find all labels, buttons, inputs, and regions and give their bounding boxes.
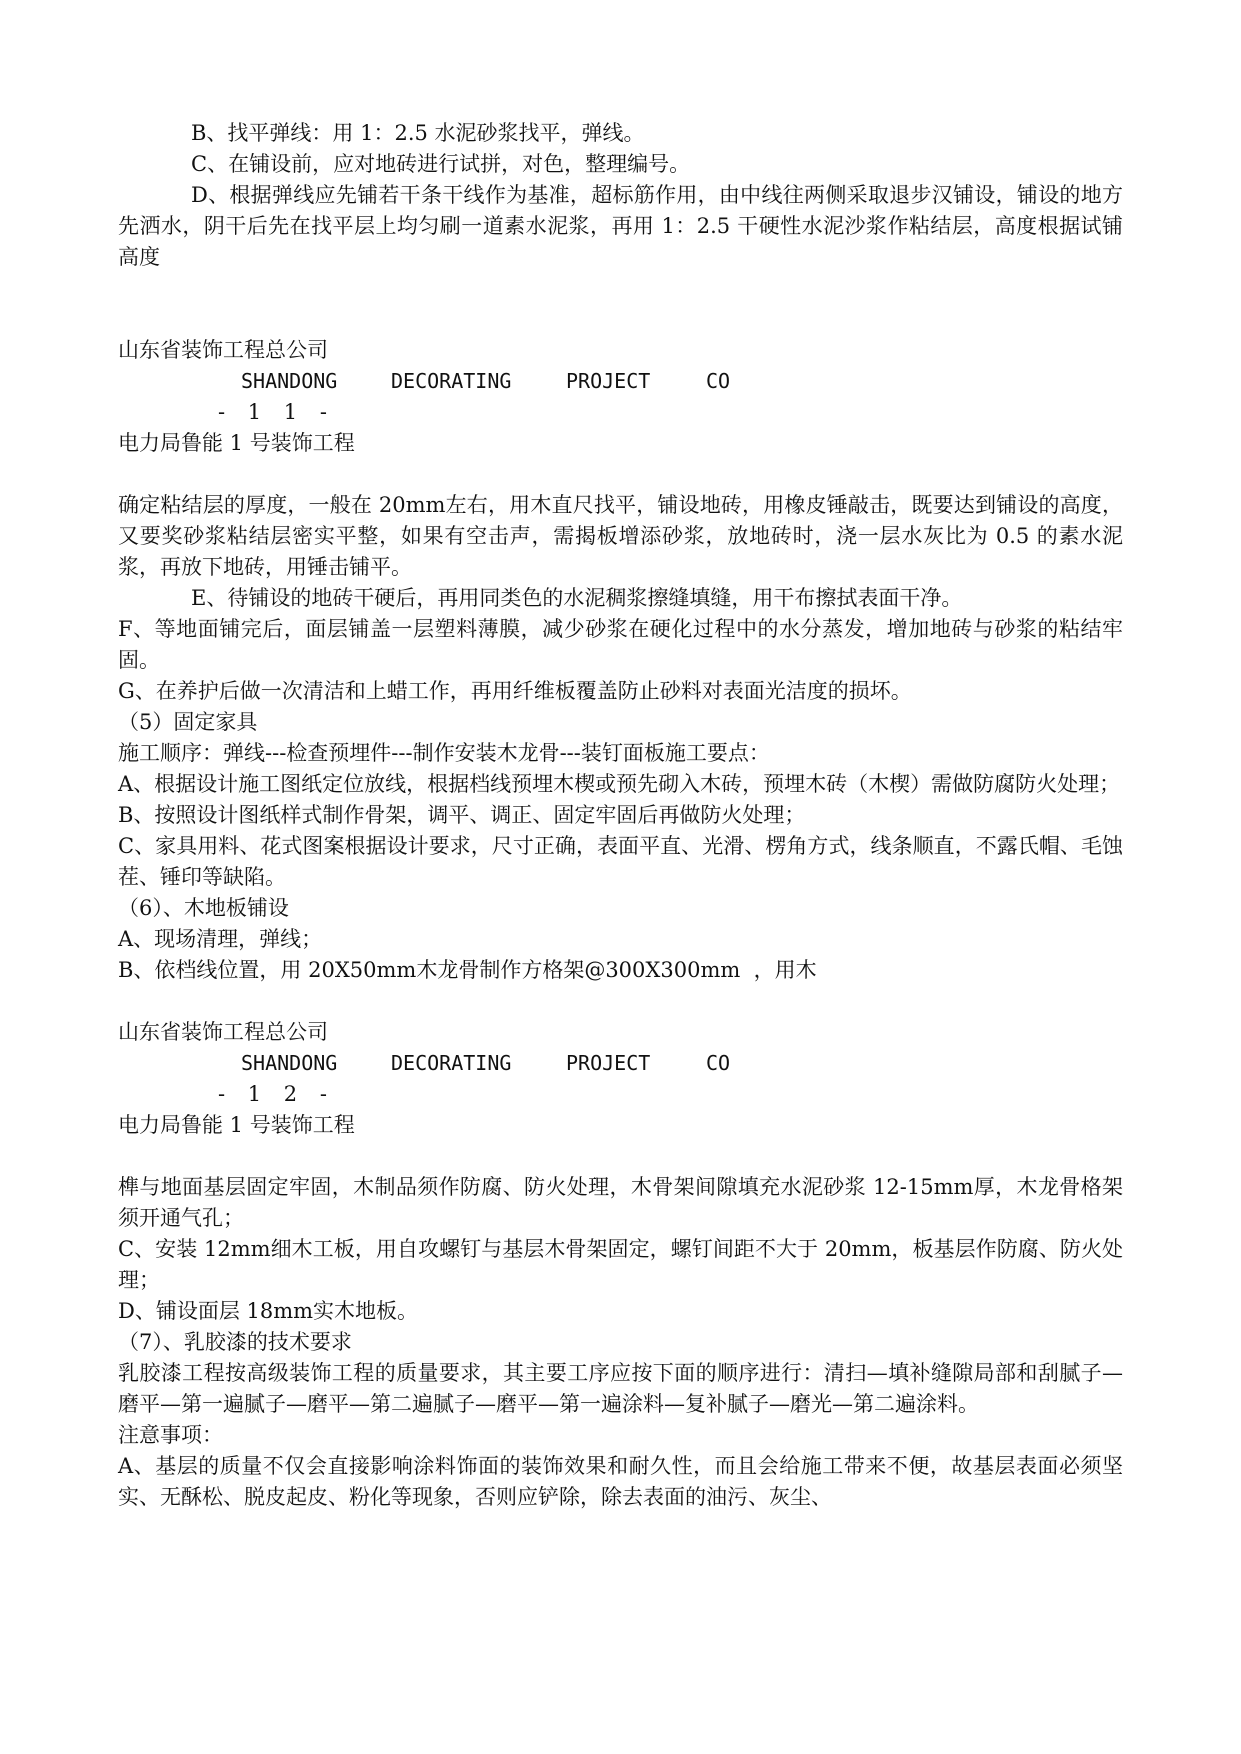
item-d-floorboard: D、铺设面层 18mm实木地板。: [118, 1299, 419, 1323]
item-c-plywood: C、安装 12mm细木工板，用自攻螺钉与基层木骨架固定，螺钉间距不大于 20mm，板基层作防腐、防火处理；: [118, 1237, 1123, 1292]
item-a-substrate: A、基层的质量不仅会直接影响涂料饰面的装饰效果和耐久性，而且会给施工带来不便，故基层表面必须坚实、无酥松、脱皮起皮、粉化等现象，否则应铲除，除去表面的油污、灰尘、: [118, 1454, 1123, 1509]
en-word: PROJECT: [566, 369, 651, 393]
en-word: DECORATING: [391, 369, 512, 393]
item-e-grouting: E、待铺设的地砖干硬后，再用同类色的水泥稠浆擦缝填缝，用干布擦拭表面干净。: [191, 586, 963, 610]
item-d-laying: D、根据弹线应先铺若干条干线作为基准，超标筋作用，由中线往两侧采取退步汉铺设，铺设的地方先洒水，阴干后先在找平层上均匀刷一道素水泥浆，再用 1：2.5 干硬性水泥沙浆作粘结层，高度根据试铺高度: [118, 183, 1123, 269]
en-word: SHANDONG: [241, 369, 338, 393]
en-word: CO: [706, 1051, 731, 1075]
item-a-positioning: A、根据设计施工图纸定位放线，根据档线预埋木楔或预先砌入木砖，预埋木砖（木楔）需做防腐防火处理；: [118, 772, 1121, 796]
item-b-keel: B、依档线位置，用 20X50mm木龙骨制作方格架@300X300mm ，用木: [118, 958, 817, 982]
project-name: 电力局鲁能 1 号装饰工程: [118, 431, 355, 455]
en-word: PROJECT: [566, 1051, 651, 1075]
en-word: SHANDONG: [241, 1051, 338, 1075]
notice-heading: 注意事项：: [118, 1423, 223, 1447]
section-heading-7: （7）、乳胶漆的技术要求: [118, 1330, 352, 1354]
item-a-cleanup: A、现场清理，弹线；: [118, 927, 323, 951]
construction-order: 施工顺序：弹线---检查预埋件---制作安装木龙骨---装钉面板施工要点：: [118, 741, 770, 765]
spacer: [118, 986, 1123, 1017]
spacer: [118, 459, 1123, 490]
company-name: 山东省装饰工程总公司: [118, 1020, 328, 1044]
page-number: - 1 1 -: [218, 400, 335, 424]
item-f-film: F、等地面铺完后，面层铺盖一层塑料薄膜，减少砂浆在硬化过程中的水分蒸发，增加地砖与砂浆的粘结牢固。: [118, 617, 1123, 672]
page-header-11: [118, 335, 1123, 459]
document-page: [118, 118, 1123, 1513]
page-header-12: [118, 1017, 1123, 1141]
paragraph-latex-paint: 乳胶漆工程按高级装饰工程的质量要求，其主要工序应按下面的顺序进行：清扫—填补缝隙局部和刮腻子—磨平—第一遍腻子—磨平—第二遍腻子—磨平—第一遍涂料—复补腻子—磨光—第二遍涂料。: [118, 1361, 1123, 1416]
item-c-materials: C、家具用料、花式图案根据设计要求，尺寸正确，表面平直、光滑、楞角方式，线条顺直，不露氏帽、毛蚀茬、锤印等缺陷。: [118, 834, 1123, 889]
company-name: 山东省装饰工程总公司: [118, 338, 328, 362]
company-english-name: [118, 1048, 1123, 1079]
item-g-waxing: G、在养护后做一次清洁和上蜡工作，再用纤维板覆盖防止砂料对表面光洁度的损坏。: [118, 679, 912, 703]
section-heading-6: （6）、木地板铺设: [118, 896, 289, 920]
item-b-frame: B、按照设计图纸样式制作骨架，调平、调正、固定牢固后再做防火处理；: [118, 803, 806, 827]
item-b-leveling: B、找平弹线：用 1：2.5 水泥砂浆找平，弹线。: [191, 121, 645, 145]
spacer: [118, 273, 1123, 335]
section-heading-5: （5）固定家具: [118, 710, 258, 734]
en-word: CO: [706, 369, 731, 393]
page-number: - 1 2 -: [218, 1082, 335, 1106]
paragraph-tenon: 榫与地面基层固定牢固，木制品须作防腐、防火处理，木骨架间隙填充水泥砂浆 12-15mm厚，木龙骨格架须开通气孔；: [118, 1175, 1123, 1230]
spacer: [118, 1141, 1123, 1172]
en-word: DECORATING: [391, 1051, 512, 1075]
paragraph-bonding-layer: 确定粘结层的厚度，一般在 20mm左右，用木直尺找平，铺设地砖，用橡皮锤敲击，既要达到铺设的高度，又要奖砂浆粘结层密实平整，如果有空击声，需揭板增添砂浆，放地砖时，浇一层水灰比为 0.5 的素水泥浆，再放下地砖，用锤击铺平。: [118, 493, 1123, 579]
item-c-trial-layout: C、在铺设前，应对地砖进行试拼，对色，整理编号。: [191, 152, 691, 176]
company-english-name: [118, 366, 1123, 397]
project-name: 电力局鲁能 1 号装饰工程: [118, 1113, 355, 1137]
